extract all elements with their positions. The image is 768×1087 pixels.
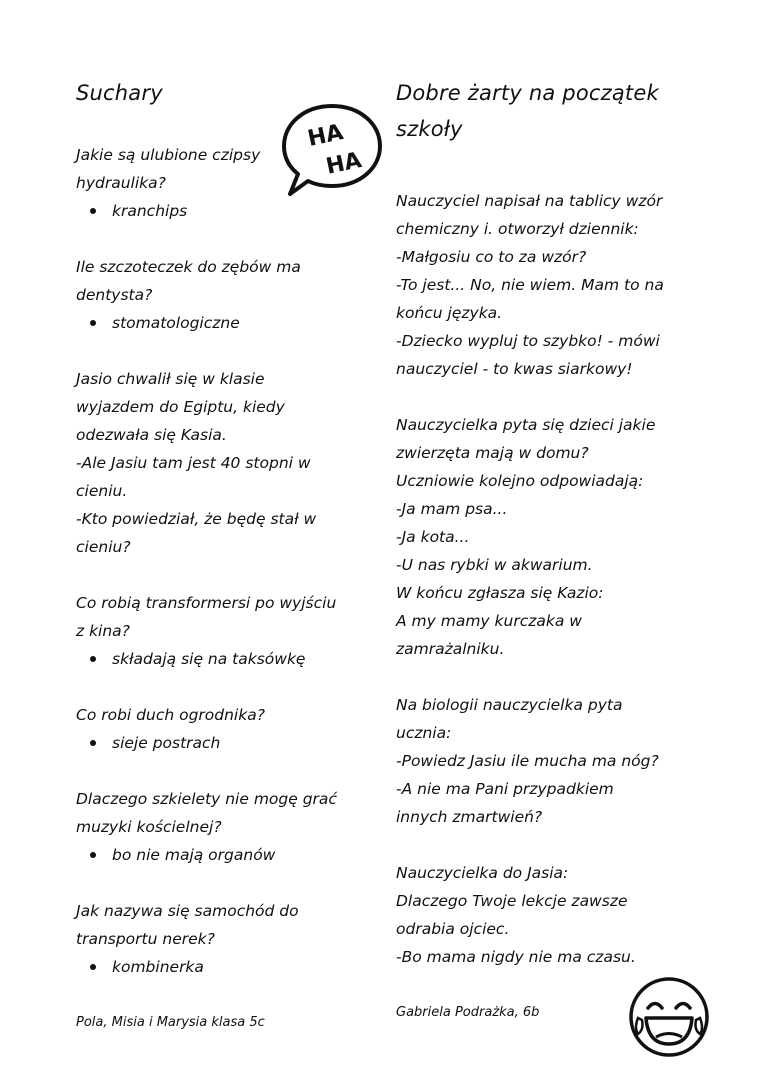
joke-line: -Ja mam psa... [396, 500, 508, 518]
joke-line: odrabia ojciec. [396, 920, 510, 938]
joke-answer: bo nie mają organów [76, 841, 337, 869]
joke-1 [76, 141, 260, 225]
joke-question-line: transportu nerek? [76, 930, 215, 948]
joke-line: cieniu. [76, 482, 128, 500]
right-title [396, 76, 686, 146]
joke-answer: składają się na taksówkę [76, 645, 336, 673]
joke-line: Dlaczego Twoje lekcje zawsze [396, 892, 628, 910]
joke-line: -To jest... No, nie wiem. Mam to na [396, 276, 664, 294]
bubble-text-1: HA [305, 119, 346, 152]
joke-line: końcu języka. [396, 304, 503, 322]
joke-4 [76, 589, 336, 673]
right-joke-4 [396, 859, 636, 971]
joke-question-line: hydraulika? [76, 174, 166, 192]
joke-line: -A nie ma Pani przypadkiem [396, 780, 614, 798]
joke-line: Nauczyciel napisał na tablicy wzór [396, 192, 663, 210]
joke-question-line: muzyki kościelnej? [76, 818, 222, 836]
joke-line: Uczniowie kolejno odpowiadają: [396, 472, 644, 490]
joke-question-line: Dlaczego szkielety nie mogę grać [76, 790, 337, 808]
right-joke-2 [396, 411, 655, 663]
joke-line: Na biologii nauczycielka pyta [396, 696, 623, 714]
joke-question-line: z kina? [76, 622, 130, 640]
right-title-line: Dobre żarty na początek [396, 81, 659, 105]
joke-line: ucznia: [396, 724, 452, 742]
speech-bubble-icon [278, 98, 386, 198]
right-title-line: szkoły [396, 117, 463, 141]
joke-7 [76, 897, 299, 981]
joke-question-line: Co robią transformersi po wyjściu [76, 594, 337, 612]
joke-line: -Bo mama nigdy nie ma czasu. [396, 948, 636, 966]
joke-line: zamrażalniku. [396, 640, 505, 658]
joke-line: Nauczycielka do Jasia: [396, 864, 569, 882]
joke-line: -U nas rybki w akwarium. [396, 556, 593, 574]
right-signature: Gabriela Podrażka, 6b [396, 1005, 540, 1020]
joke-line: A my mamy kurczaka w [396, 612, 582, 630]
joke-line: -Ale Jasiu tam jest 40 stopni w [76, 454, 311, 472]
joke-line: odezwała się Kasia. [76, 426, 227, 444]
joke-5 [76, 701, 265, 757]
joke-question-line: Ile szczoteczek do zębów ma [76, 258, 301, 276]
joke-question-line: Jakie są ulubione czipsy [76, 146, 261, 164]
joke-question-line: Co robi duch ogrodnika? [76, 706, 265, 724]
joke-2 [76, 253, 301, 337]
joke-line: nauczyciel - to kwas siarkowy! [396, 360, 633, 378]
joke-line: -Dziecko wypluj to szybko! - mówi [396, 332, 660, 350]
joke-answer: kombinerka [76, 953, 299, 981]
left-title: Suchary [76, 81, 163, 105]
joke-answer: sieje postrach [76, 729, 265, 757]
joke-question-line: dentysta? [76, 286, 153, 304]
laughing-face-icon [626, 974, 712, 1060]
joke-line: cieniu? [76, 538, 131, 556]
joke-line: wyjazdem do Egiptu, kiedy [76, 398, 285, 416]
left-signature: Pola, Misia i Marysia klasa 5c [76, 1015, 265, 1030]
joke-answer: kranchips [76, 197, 260, 225]
joke-line: zwierzęta mają w domu? [396, 444, 589, 462]
joke-question-line: Jak nazywa się samochód do [76, 902, 299, 920]
joke-line: Nauczycielka pyta się dzieci jakie [396, 416, 656, 434]
joke-line: W końcu zgłasza się Kazio: [396, 584, 604, 602]
joke-line: innych zmartwień? [396, 808, 543, 826]
joke-line: -Małgosiu co to za wzór? [396, 248, 587, 266]
joke-answer: stomatologiczne [76, 309, 301, 337]
right-joke-3 [396, 691, 659, 831]
right-joke-1 [396, 187, 664, 383]
bubble-text-2: HA [323, 147, 364, 180]
joke-3 [76, 365, 316, 561]
joke-line: -Ja kota... [396, 528, 470, 546]
joke-line: chemiczny i. otworzył dziennik: [396, 220, 639, 238]
joke-line: Jasio chwalił się w klasie [76, 370, 265, 388]
joke-line: -Powiedz Jasiu ile mucha ma nóg? [396, 752, 659, 770]
joke-6 [76, 785, 337, 869]
joke-line: -Kto powiedział, że będę stał w [76, 510, 317, 528]
